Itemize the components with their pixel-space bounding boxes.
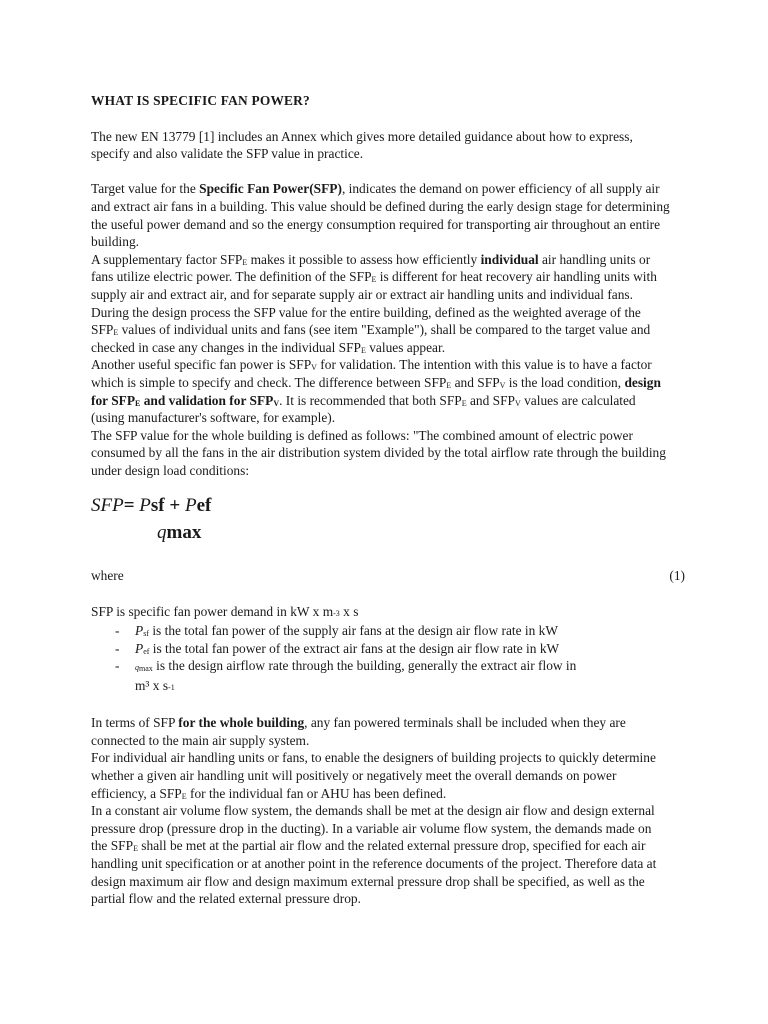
sfp-formula: SFP= Psf + Pef qmax (91, 495, 212, 544)
individual-units-paragraph: For individual air handling units or fans, to enable the designers of building projects to quickly determine whether a given air handling unit will positively or negatively meet the overall demands on power efficiency, a $SFP_E$ for the individual fan or AHU has been defined. (91, 750, 656, 801)
intro-paragraph: The new EN 13779 [1] includes an Annex which gives more detailed guidance about how to express, specify and also validate the SFP value in practice. (91, 128, 633, 162)
list-item: - $q_{max}$ is the design airflow rate through the building, generally the extract air flow in m³ x s-1 (115, 657, 671, 696)
supplementary-factor-paragraph: A supplementary factor $SFP_E$ makes it possible to assess how efficiently individual air handling units or fans utilize electric power. The definition of the $SFP_E$ is different for heat recovery air handling units with supply air and extract air, and for separate supply air or extract air handling units and individual fans. (91, 251, 657, 302)
target-value-paragraph: Target value for the Specific Fan Power(SFP), indicates the demand on power efficiency of all supply air and extract air fans in a building. This value should be defined during the early design stage for determining the useful power demand and so the energy consumption required for transporting air throughout an entire building. (91, 181, 670, 250)
equation-number: (1) (669, 568, 685, 584)
validation-paragraph: Another useful specific fan power is $SFP_V$ for validation. The intention with this value is to have a factor which is simple to specify and check. The difference between $SFP_E$ and $SFP_V$ is the load condition, design for $SFP_E$ and validation for $SFP_V$. It is recommended that both $SFP_E$ and $SFP_V$ values are calculated (using manufacturer's software, for example). (91, 357, 661, 426)
list-item: - $P_{sf}$ is the total fan power of the supply air fans at the design air flow rate in kW (115, 622, 671, 640)
page-title: WHAT IS SPECIFIC FAN POWER? (91, 93, 310, 108)
sfp-unit-definition: SFP is specific fan power demand in kW x m-3 x s (91, 603, 359, 619)
symbol-definition-list (91, 622, 671, 696)
where-label: where (91, 568, 124, 584)
definition-paragraph: The SFP value for the whole building is defined as follows: "The combined amount of electric power consumed by all the fans in the air distribution system divided by the total airflow rate through the building under design load conditions: (91, 427, 666, 478)
list-item: - $P_{ef}$ is the total fan power of the extract air fans at the design air flow rate in kW (115, 640, 671, 658)
whole-building-paragraph: In terms of SFP for the whole building, any fan powered terminals shall be included when they are connected to the main air supply system. (91, 715, 626, 748)
design-process-paragraph: During the design process the SFP value for the entire building, defined as the weighted average of the $SFP_E$ values of individual units and fans (see item "Example"), shall be compared to the target value and checked in case any changes in the individual $SFP_E$ values appear. (91, 304, 651, 355)
where-row (91, 567, 685, 585)
air-volume-paragraph: In a constant air volume flow system, the demands shall be met at the design air flow and design external pressure drop (pressure drop in the ducting). In a variable air volume flow system, the demands made on the $SFP_E$ shall be met at the partial air flow and the related external pressure drop, specified for each air handling unit specification or at another point in the reference documents of the project. Therefore data at design maximum air flow and design maximum external pressure drop shall be specified, as well as the partial flow and the related external pressure drop. (91, 803, 657, 907)
document-page (91, 92, 685, 908)
